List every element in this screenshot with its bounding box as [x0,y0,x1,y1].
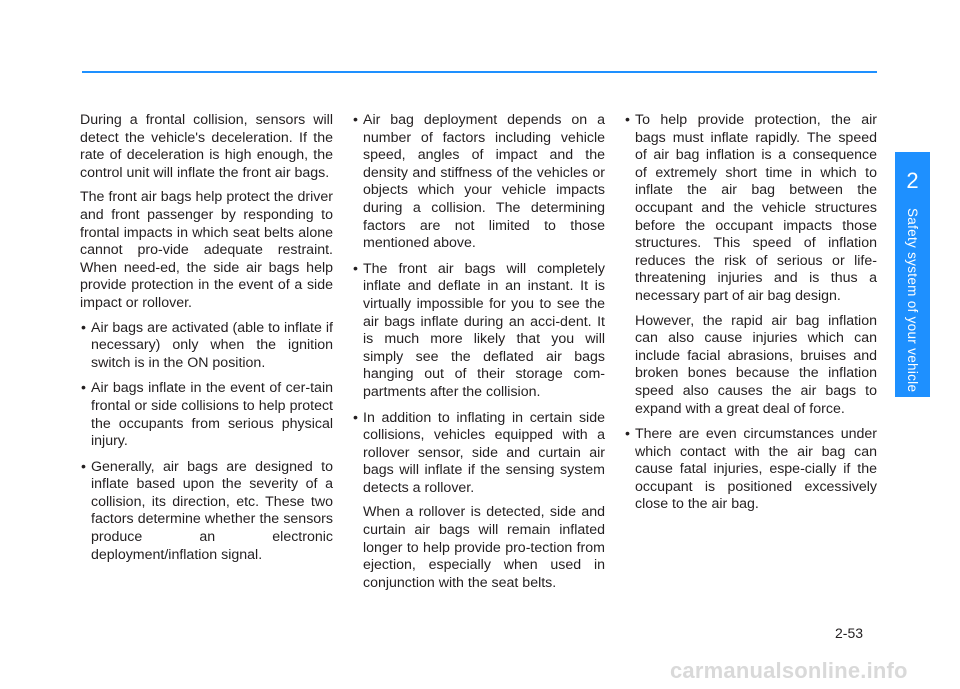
list-item [352,261,605,402]
bullet-icon: • [353,260,358,277]
list-item-text: The front air bags will completely inflate and deflate in an instant. It is virtually impossible for you to see the air bags inflate during an acci-dent. It is much more likely that you will simply see the deflated air bags hanging out of their storage com-partments after the collision. [363,260,605,400]
paragraph: The front air bags help protect the driver and front passenger by responding to frontal impacts in which seat belts alone cannot pro-vide adequate restraint. When need-ed, the side air bags help provide protection in the event of a side impact or rollover. [80,189,333,311]
bullet-list [624,112,877,514]
chapter-title: Safety system of your vehicle [905,208,920,393]
bullet-icon: • [81,380,86,397]
watermark: carmanualsonline.info [670,658,908,683]
list-item [352,112,605,253]
list-item-text: Air bag deployment depends on a number of factors including vehicle speed, angles of impact and the density and stiffness of the vehicles or objects which your vehicle impacts during a collision. The determining factors are not limited to those mentioned above. [363,112,605,252]
chapter-tab [895,152,930,397]
page-number: 2-53 [835,625,864,641]
list-item-text: There are even circumstances under which contact with the air bag can cause fatal injuries, espe-cially if the occupant is positioned excessively close to the air bag. [635,426,877,513]
list-item [624,426,877,514]
list-item [80,459,333,565]
list-item [352,410,605,593]
list-item-text: In addition to inflating in certain side collisions, vehicles equipped with a rollover sensor, side and curtain air bags will inflate if the sensing system detects a rollover. [363,409,605,496]
bullet-icon: • [625,426,630,443]
bullet-list [80,320,333,565]
bullet-icon: • [81,458,86,475]
chapter-number: 2 [906,168,919,193]
bullet-icon: • [81,319,86,336]
list-item-text: Air bags inflate in the event of cer-tain frontal or side collisions to help protect the occupants from serious physical injury. [91,380,333,450]
paragraph: During a frontal collision, sensors will detect the vehicle's deceleration. If the rate of deceleration is high enough, the control unit will inflate the front air bags. [80,112,333,181]
bullet-icon: • [353,112,358,128]
list-item-continuation: However, the rapid air bag inflation can also cause injuries which can include facial abrasions, bruises and broken bones because the inflation speed also causes the air bags to expand with a great deal of force. [635,312,877,417]
bullet-icon: • [625,112,630,128]
bullet-icon: • [353,409,358,426]
text-column-1 [80,112,333,572]
header-rule [82,71,877,73]
bullet-list [352,112,605,592]
list-item [624,112,877,418]
text-column-2 [352,112,605,600]
list-item-text: Generally, air bags are designed to inflate based upon the severity of a collision, its direction, etc. These two factors determine whether the sensors produce an electronic deployment/inflation signal. [91,458,333,563]
list-item-text: To help provide protection, the air bags must inflate rapidly. The speed of air bag inflation is a consequence of extremely short time in which to inflate the air bag between the occupant and the vehicle structures before the occupant impacts those structures. This speed of inflation reduces the risk of serious or life-threatening injuries and is thus a necessary part of air bag design. [635,112,877,304]
list-item [80,320,333,373]
list-item [80,380,333,450]
list-item-text: Air bags are activated (able to inflate if necessary) only when the ignition switch is in the ON position. [91,319,333,371]
text-column-3 [624,112,877,522]
list-item-continuation: When a rollover is detected, side and curtain air bags will remain inflated longer to help provide pro-tection from ejection, especially when used in conjunction with the seat belts. [363,504,605,591]
